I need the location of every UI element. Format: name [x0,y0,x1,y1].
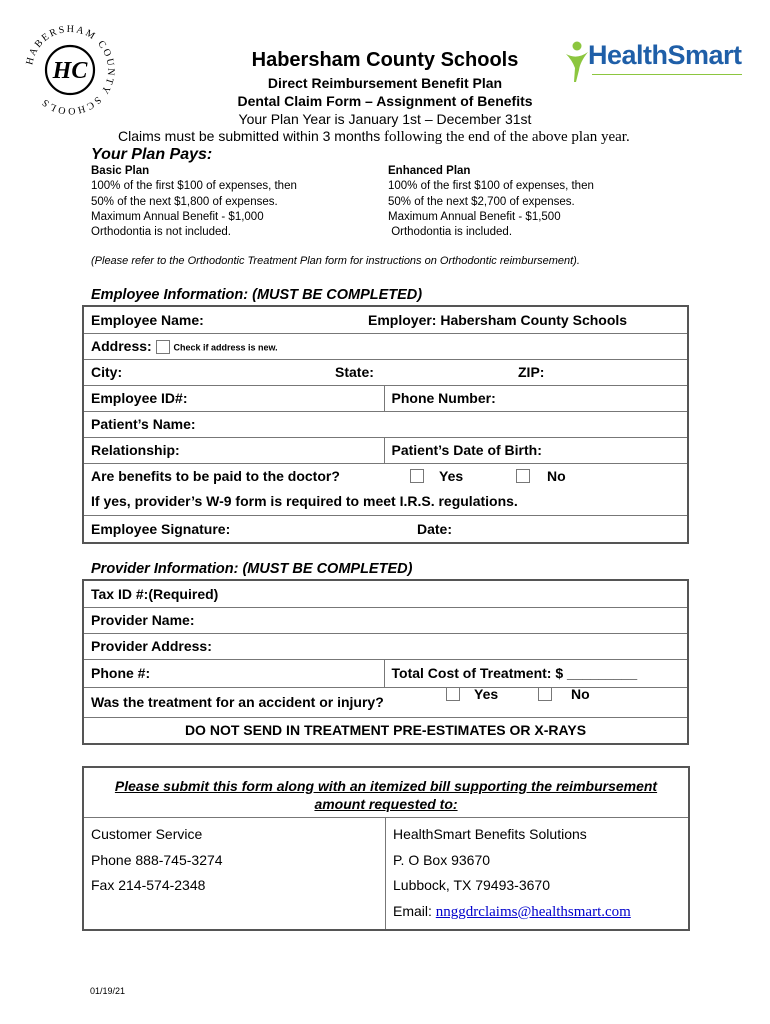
enhanced-plan-line: Maximum Annual Benefit - $1,500 [388,210,561,223]
accident-no-label: No [571,686,590,702]
enhanced-plan-block [388,164,594,240]
city-label: City: [91,364,123,380]
submit-heading [84,768,688,818]
provider-phone-field[interactable] [83,659,384,687]
email-link[interactable]: nnggdrclaims@healthsmart.com [435,903,631,920]
enhanced-plan-line: 50% of the next $2,700 of expenses. [388,195,575,208]
total-cost-field[interactable] [384,659,688,687]
pay-doctor-yes-checkbox[interactable] [410,469,424,483]
tax-id-label: Tax ID #:(Required) [91,585,219,602]
employee-name-label: Employee Name: [91,311,204,328]
basic-plan-heading: Basic Plan [91,165,150,177]
signature-row[interactable] [83,515,688,543]
warning-row [83,717,688,744]
enhanced-plan-line: Orthodontia is included. [388,226,513,239]
claims-deadline-part1: Claims must be submitted within 3 months [118,128,381,144]
w9-note: If yes, provider’s W-9 form is required to meet I.R.S. regulations. [91,493,518,509]
accident-question: Was the treatment for an accident or injury? [91,694,384,710]
patient-dob-label: Patient’s Date of Birth: [391,442,542,458]
signature-date-label: Date: [417,520,453,537]
phone-number-field[interactable] [384,385,688,411]
patient-name-field[interactable] [83,411,688,437]
pay-doctor-no-checkbox[interactable] [516,469,530,483]
total-cost-label: Total Cost of Treatment: $ _________ [391,665,638,681]
employee-id-field[interactable] [83,385,384,411]
address-new-checkbox[interactable] [156,340,170,354]
school-name: Habersham County Schools [251,49,519,71]
enhanced-plan-heading: Enhanced Plan [388,165,471,177]
tax-id-field[interactable] [83,580,688,607]
employer-label: Employer: Habersham County Schools [368,311,628,328]
habersham-seal-logo [20,20,120,120]
address-line: HealthSmart Benefits Solutions [393,826,587,842]
plan-year: Your Plan Year is January 1st – December 31st [238,111,532,127]
address-row[interactable] [83,333,688,359]
plan-name: Direct Reimbursement Benefit Plan [267,75,503,91]
employee-section-title: Employee Information: (MUST BE COMPLETED) [91,287,423,303]
submit-heading-line2: amount requested to: [314,796,458,812]
provider-info-table [82,579,689,745]
healthsmart-underline [592,74,742,75]
accident-no-checkbox[interactable] [538,687,552,701]
submit-heading-line1: Please submit this form along with an itemized bill supporting the reimbursement [114,778,658,794]
plan-pays-title: Your Plan Pays: [91,146,213,163]
basic-plan-line: Maximum Annual Benefit - $1,000 [91,210,264,223]
contact-line: Customer Service [91,826,203,842]
accident-yes-label: Yes [474,686,499,702]
provider-phone-label: Phone #: [91,665,151,681]
employee-id-label: Employee ID#: [91,390,188,406]
relationship-label: Relationship: [91,442,180,458]
pay-doctor-no-label: No [547,468,566,484]
phone-number-label: Phone Number: [391,390,496,406]
mailing-address-column [386,818,638,929]
patient-name-label: Patient’s Name: [91,416,196,432]
employee-signature-label: Employee Signature: [91,520,231,537]
seal-ring-text: HABERSHAM COUNTY SCHOOLS [24,23,117,117]
pay-doctor-row [83,463,688,515]
claims-deadline [118,128,630,146]
relationship-field[interactable] [83,437,384,463]
orthodontic-note: (Please refer to the Orthodontic Treatment Plan form for instructions on Orthodontic reimbursement). [91,255,580,267]
state-label: State: [335,364,374,380]
pay-doctor-yes-label: Yes [439,468,464,484]
revision-date: 01/19/21 [90,986,126,996]
contact-fax: Fax 214-574-2348 [91,877,206,893]
basic-plan-line: 100% of the first $100 of expenses, then [91,180,297,193]
provider-section-title: Provider Information: (MUST BE COMPLETED) [91,561,413,577]
no-preestimates-warning: DO NOT SEND IN TREATMENT PRE-ESTIMATES OR X-RAYS [184,722,587,739]
enhanced-plan-line: 100% of the first $100 of expenses, then [388,180,594,193]
submit-contact-columns [84,818,688,929]
provider-address-field[interactable] [83,633,688,659]
customer-service-column [84,818,386,929]
accident-row [83,687,688,717]
basic-plan-line: 50% of the next $1,800 of expenses. [91,195,278,208]
employee-name-row[interactable] [83,306,688,333]
submit-instructions-box [82,766,690,931]
form-name: Dental Claim Form – Assignment of Benefits [237,93,533,109]
patient-dob-field[interactable] [384,437,688,463]
address-label: Address: [91,337,152,354]
provider-name-label: Provider Name: [91,612,195,628]
pay-doctor-question: Are benefits to be paid to the doctor? [91,468,340,484]
email-label: Email: [393,902,436,919]
address-line: P. O Box 93670 [393,851,491,868]
healthsmart-wordmark: HealthSmart [588,40,742,70]
employee-info-table [82,305,689,544]
spacer [91,899,378,924]
contact-phone: Phone 888-745-3274 [91,851,223,868]
email-line [393,899,631,926]
basic-plan-line: Orthodontia is not included. [91,226,232,239]
seal-monogram: HC [52,58,88,84]
provider-address-label: Provider Address: [91,638,212,654]
provider-name-field[interactable] [83,607,688,633]
city-state-zip-row[interactable] [83,359,688,385]
address-line: Lubbock, TX 79493-3670 [393,877,550,893]
accident-yes-checkbox[interactable] [446,687,460,701]
zip-label: ZIP: [518,364,545,380]
basic-plan-block [91,164,297,240]
address-new-label: Check if address is new. [173,342,278,353]
claims-deadline-part2: following the end of the above plan year. [380,129,630,145]
